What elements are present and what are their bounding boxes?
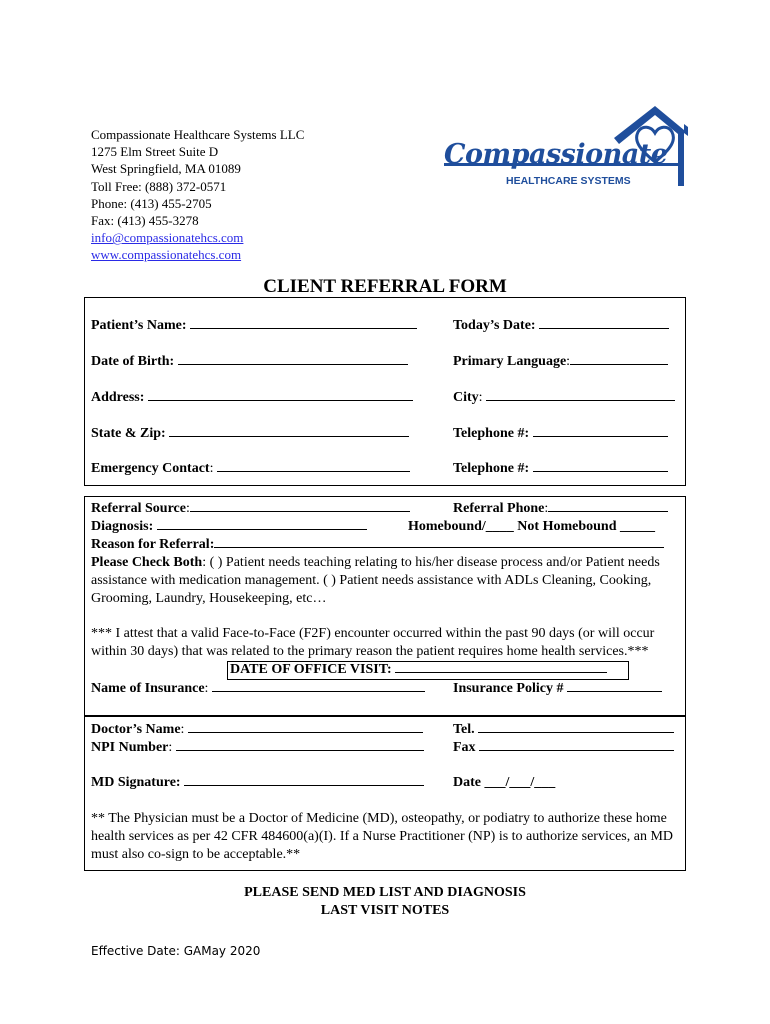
homebound-status: Homebound/____ Not Homebound _____ [408, 519, 655, 534]
send-med-list-note: PLEASE SEND MED LIST AND DIAGNOSIS [244, 885, 526, 900]
physician-section [84, 715, 686, 871]
check-both-label: Please Check Both [91, 555, 203, 570]
primary-language-colon: : [566, 354, 571, 369]
referral-phone-field[interactable] [548, 510, 668, 512]
doctor-name-label: Doctor’s Name [91, 722, 181, 737]
check-both-paragraph [91, 554, 681, 608]
website-link[interactable]: www.compassionatehcs.com [91, 247, 242, 263]
emergency-contact-field[interactable] [217, 470, 410, 472]
address-field[interactable] [148, 399, 413, 401]
emergency-contact-label: Emergency Contact [91, 461, 210, 476]
insurance-name-label: Name of Insurance [91, 681, 205, 696]
form-title: CLIENT REFERRAL FORM [263, 276, 507, 297]
company-toll-free: Toll Free: (888) 372-0571 [91, 178, 227, 194]
patient-info-section [84, 297, 686, 486]
telephone-label: Telephone #: [453, 426, 530, 441]
todays-date-field[interactable] [539, 327, 669, 329]
f2f-attestation: *** I attest that a valid Face-to-Face (F2F) encounter occurred within the past 90 days (or will occur within 30 days) that was related to the primary reason the patient requires home health services.*** [91, 626, 655, 659]
company-address [91, 126, 304, 264]
todays-date-label: Today’s Date: [453, 318, 536, 333]
company-phone: Phone: (413) 455-2705 [91, 195, 212, 211]
company-name: Compassionate Healthcare Systems LLC [91, 127, 305, 142]
address-label: Address: [91, 390, 145, 405]
city-colon: : [478, 390, 483, 405]
npi-field[interactable] [176, 749, 424, 751]
state-zip-field[interactable] [169, 435, 409, 437]
primary-language-field[interactable] [570, 363, 668, 365]
logo-wordmark: Compassionate [444, 139, 668, 170]
last-visit-notes: LAST VISIT NOTES [320, 903, 450, 918]
insurance-policy-field[interactable] [567, 690, 662, 692]
patient-name-field[interactable] [190, 327, 417, 329]
physician-note: ** The Physician must be a Doctor of Medicine (MD), osteopathy, or podiatry to authorize these home health services as per 42 CFR 484600(a)(I). If a Nurse Practitioner (NP) is to authorize services, an MD must also co-sign to be acceptable.** [91, 811, 673, 862]
company-fax: Fax: (413) 455-3278 [91, 213, 199, 229]
company-street: 1275 Elm Street Suite D [91, 144, 219, 160]
insurance-policy-label: Insurance Policy # [453, 681, 564, 696]
insurance-colon: : [204, 681, 209, 696]
fax-label: Fax [453, 740, 476, 755]
diagnosis-field[interactable] [157, 528, 367, 530]
check-both-text: : ( ) Patient needs teaching relating to his/her disease process and/or Patient needs assistance with medication management. ( ) Patient needs assistance with ADLs Cleaning, Cooking, Grooming, Laundry, Housekeeping, etc… [91, 555, 660, 606]
referral-source-field[interactable] [190, 510, 410, 512]
office-visit-box [227, 661, 629, 680]
patient-name-label: Patient’s Name: [91, 318, 187, 333]
city-label: City [453, 390, 479, 405]
company-city-state: West Springfield, MA 01089 [91, 161, 241, 177]
referral-phone-colon: : [544, 501, 549, 516]
doctor-colon: : [180, 722, 185, 737]
primary-language-label: Primary Language [453, 354, 567, 369]
logo-subtitle: HEALTHCARE SYSTEMS [506, 175, 631, 187]
npi-label: NPI Number [91, 740, 169, 755]
office-visit-field[interactable] [395, 671, 607, 673]
npi-colon: : [168, 740, 173, 755]
referral-source-colon: : [185, 501, 190, 516]
effective-date: Effective Date: GAMay 2020 [91, 944, 261, 958]
reason-field[interactable] [214, 546, 664, 548]
dob-label: Date of Birth: [91, 354, 175, 369]
md-signature-date: Date ___/___/___ [453, 775, 556, 790]
diagnosis-label: Diagnosis: [91, 519, 154, 534]
tel-label: Tel. [453, 722, 475, 737]
city-field[interactable] [486, 399, 675, 401]
state-zip-label: State & Zip: [91, 426, 166, 441]
insurance-name-field[interactable] [212, 690, 425, 692]
reason-label: Reason for Referral: [91, 537, 215, 552]
telephone2-label: Telephone #: [453, 461, 530, 476]
telephone-field[interactable] [533, 435, 668, 437]
office-visit-label: DATE OF OFFICE VISIT: [230, 662, 392, 677]
email-link[interactable]: info@compassionatehcs.com [91, 230, 244, 246]
md-signature-field[interactable] [184, 784, 424, 786]
emergency-colon: : [209, 461, 214, 476]
md-signature-label: MD Signature: [91, 775, 181, 790]
doctor-name-field[interactable] [188, 731, 423, 733]
dob-field[interactable] [178, 363, 408, 365]
company-logo [438, 100, 688, 200]
telephone2-field[interactable] [533, 470, 668, 472]
fax-field[interactable] [479, 749, 674, 751]
tel-field[interactable] [478, 731, 674, 733]
referral-phone-label: Referral Phone [453, 501, 545, 516]
referral-source-label: Referral Source [91, 501, 186, 516]
referral-section [84, 496, 686, 717]
